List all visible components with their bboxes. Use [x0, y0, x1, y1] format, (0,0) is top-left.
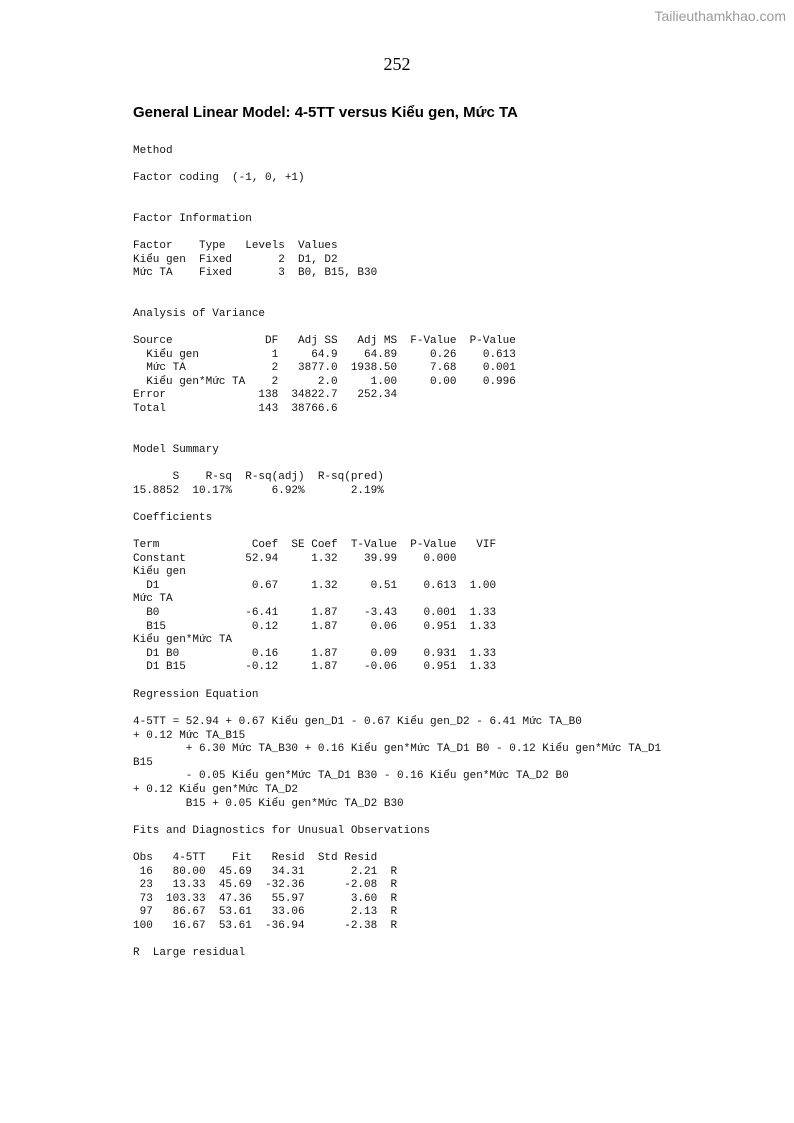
anova-heading: Analysis of Variance	[133, 308, 266, 320]
method-heading: Method	[133, 145, 173, 157]
page-title: General Linear Model: 4-5TT versus Kiểu gen, Mức TA	[133, 104, 518, 121]
factor-info-table: Factor Type Levels Values Kiểu gen Fixed 2 D1, D2 Mức TA Fixed 3 B0, B15, B30	[133, 240, 378, 280]
model-summary-table: S R-sq R-sq(adj) R-sq(pred) 15.8852 10.17% 6.92% 2.19%	[133, 471, 384, 497]
factor-coding-line: Factor coding (-1, 0, +1)	[133, 172, 305, 184]
unusual-observations-table: Obs 4-5TT Fit Resid Std Resid 16 80.00 45.69 34.31 2.21 R 23 13.33 45.69 -32.36 -2.08 R 73 103.33 47.36 55.97 3.60 R 97 86.67 53.61 33.06 2.13 R 100 16.67 53.61 -36.94 -2.38 R	[133, 852, 398, 932]
anova-table: Source DF Adj SS Adj MS F-Value P-Value Kiểu gen 1 64.9 64.89 0.26 0.613 Mức TA 2 3877.0 1938.50 7.68 0.001 Kiểu gen*Mức TA 2 2.0 1.00 0.00 0.996 Error 138 34822.7 252.34 Total 143 38766.6	[133, 335, 516, 415]
large-residual-note: R Large residual	[133, 947, 246, 959]
coefficients-table: Term Coef SE Coef T-Value P-Value VIF Constant 52.94 1.32 39.99 0.000 Kiểu gen D1 0.67 1.32 0.51 0.613 1.00 Mức TA B0 -6.41 1.87 -3.43 0.001 1.33 B15 0.12 1.87 0.06 0.951 1.33 Kiểu gen*Mức TA D1 B0 0.16 1.87 0.09 0.931 1.33 D1 B15 -0.12 1.87 -0.06 0.951 1.33	[133, 539, 497, 674]
regression-heading: Regression Equation	[133, 689, 259, 701]
unusual-observations-heading: Fits and Diagnostics for Unusual Observations	[133, 825, 431, 837]
watermark-text: Tailieuthamkhao.com	[654, 8, 786, 24]
factor-info-heading: Factor Information	[133, 213, 252, 225]
coefficients-heading: Coefficients	[133, 512, 213, 524]
page-number: 252	[383, 54, 411, 74]
model-summary-heading: Model Summary	[133, 444, 219, 456]
regression-equation: 4-5TT = 52.94 + 0.67 Kiểu gen_D1 - 0.67 Kiểu gen_D2 - 6.41 Mức TA_B0 + 0.12 Mức TA_B15 + 6.30 Mức TA_B30 + 0.16 Kiểu gen*Mức TA_D1 B0 - 0.12 Kiểu gen*Mức TA_D1 B15 - 0.05 Kiểu gen*Mức TA_D1 B30 - 0.16 Kiểu gen*Mức TA_D2 B0 + 0.12 Kiểu gen*Mức TA_D2 B15 + 0.05 Kiểu gen*Mức TA_D2 B30	[133, 716, 662, 810]
